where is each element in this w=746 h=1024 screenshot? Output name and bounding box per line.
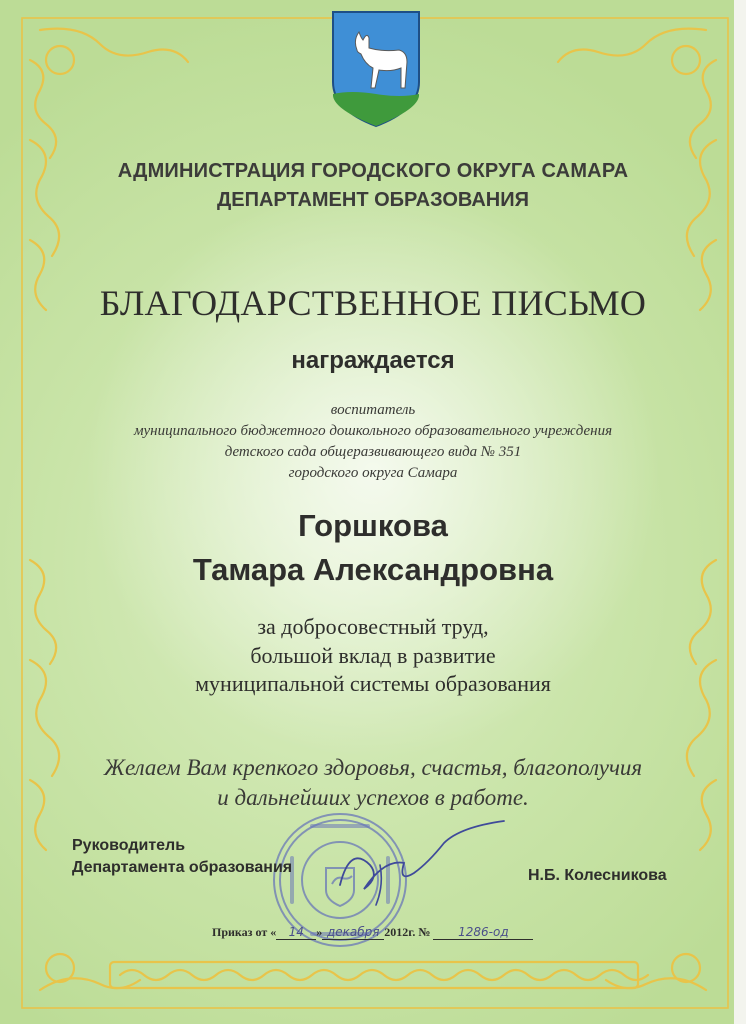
recipient-position-line: городского округа Самара [288,465,458,481]
organization-name: АДМИНИСТРАЦИЯ ГОРОДСКОГО ОКРУГА САМАРА [117,160,629,182]
signatory-name: Н.Б. Колесникова [528,867,667,884]
order-year: 2012г. [384,925,416,939]
wish-line: и дальнейших успехов в работе. [217,785,529,810]
recipient-given-names: Тамара Александровна [192,552,554,587]
department-name: ДЕПАРТАМЕНТ ОБРАЗОВАНИЯ [217,189,529,211]
reason-line: за добросовестный труд, [257,614,489,639]
order-quote-close: » [316,925,323,939]
reason-line: большой вклад в развитие [250,643,496,668]
order-month: декабря [322,925,384,940]
order-number: 1286-од [433,925,533,940]
scan-margin [734,0,746,1024]
certificate-title: БЛАГОДАРСТВЕННОЕ ПИСЬМО [99,283,647,323]
order-reference [212,925,533,940]
handwritten-signature [320,815,520,915]
order-prefix: Приказ от « [212,925,277,939]
recipient-position-line: детского сада общеразвивающего вида № 351 [224,444,522,460]
recipient-position-line: муниципального бюджетного дошкольного образовательного учреждения [133,423,613,439]
recipient-position-line: воспитатель [330,402,416,418]
recipient-surname: Горшкова [298,508,448,543]
signatory-role: Руководитель [72,837,186,854]
awarded-label: награждается [291,347,455,374]
order-day: 14 [276,925,316,940]
samara-coat-of-arms [331,10,421,128]
wish-line: Желаем Вам крепкого здоровья, счастья, благополучия [103,755,643,780]
signatory-department: Департамента образования [72,859,293,876]
reason-line: муниципальной системы образования [195,671,551,696]
order-number-label: № [418,925,431,939]
